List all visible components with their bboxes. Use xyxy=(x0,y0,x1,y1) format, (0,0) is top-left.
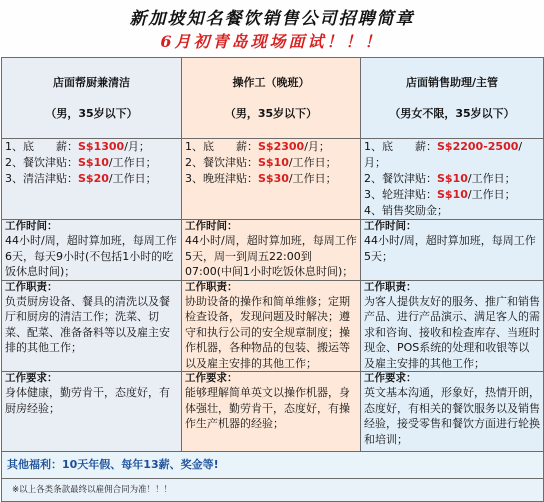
position-requirement: （男，35岁以下） xyxy=(45,107,138,120)
pay-unit: /工作日； xyxy=(288,156,337,169)
pay-amount: S$20 xyxy=(78,172,109,185)
pay-row xyxy=(2,139,544,220)
hours-text: 44小时/周，超时算加班，每周工作6天，每天9小时(不包括1小时的吃饭休息时间)； xyxy=(5,234,177,278)
pay-cell xyxy=(361,139,544,220)
hours-label: 工作时间： xyxy=(364,220,417,232)
pay-line xyxy=(5,155,178,171)
pay-unit: /工作日； xyxy=(467,188,516,201)
hours-text: 44小时/周，超时算加班，每周工作5天，周一到周五22:00到07:00(中间1小时吃饭休息时间)； xyxy=(185,234,357,278)
hours-label: 工作时间： xyxy=(185,220,238,232)
pay-unit: /月； xyxy=(364,140,523,169)
duties-cell xyxy=(2,280,182,372)
duties-label: 工作职责： xyxy=(364,280,417,293)
pay-unit: /工作日； xyxy=(108,156,157,169)
reqs-row xyxy=(2,372,544,452)
pay-line xyxy=(185,155,357,171)
pay-amount: S$10 xyxy=(437,188,468,201)
reqs-label: 工作要求： xyxy=(185,372,238,384)
pay-line xyxy=(185,139,357,155)
position-name: 店面帮厨兼清洁 xyxy=(53,76,130,89)
position-name: 店面销售助理/主管 xyxy=(405,76,499,89)
pay-label: 2、餐饮津贴： xyxy=(185,156,258,169)
duties-label: 工作职责： xyxy=(5,280,58,293)
pay-unit: /月； xyxy=(124,140,150,153)
duties-cell xyxy=(361,280,544,372)
poster-title: 新加坡知名餐饮销售公司招聘简章 xyxy=(129,9,415,29)
pay-unit: /月； xyxy=(304,140,330,153)
note-row xyxy=(2,479,544,502)
reqs-text: 能够理解简单英文以操作机器，身体强壮，勤劳肯干，态度好，有操作生产机器的经验； xyxy=(185,386,350,430)
col-header xyxy=(361,58,544,139)
position-requirement: （男女不限，35岁以下） xyxy=(389,107,515,120)
poster-subtitle: 6月初青岛现场面试！！！ xyxy=(160,32,384,51)
pay-amount: S$10 xyxy=(258,156,289,169)
pay-unit: /工作日； xyxy=(467,172,516,185)
position-name: 操作工（晚班） xyxy=(232,76,310,89)
pay-amount: S$10 xyxy=(78,156,109,169)
pay-line xyxy=(5,171,178,187)
position-requirement: （男，35岁以下） xyxy=(224,107,318,120)
hours-label: 工作时间： xyxy=(5,220,58,232)
col-header xyxy=(182,58,361,139)
pay-amount: S$10 xyxy=(437,172,468,185)
pay-unit: /工作日； xyxy=(288,172,337,185)
pay-cell xyxy=(2,139,182,220)
pay-label: 3、轮班津贴： xyxy=(364,188,437,201)
footnote: ※以上各类条款最终以雇佣合同为准！！！ xyxy=(2,479,544,502)
pay-label: 2、餐饮津贴： xyxy=(364,172,437,185)
reqs-label: 工作要求： xyxy=(364,372,417,384)
pay-amount: S$1300 xyxy=(78,140,125,153)
pay-label: 1、底 薪： xyxy=(5,140,78,153)
duties-text: 为客人提供友好的服务、推广和销售产品、进行产品演示、满足客人的需求和咨询、接收和检查库存、当班时现金、POS系统的处理和收银等以及雇主安排的其他工作； xyxy=(364,294,540,370)
duties-row xyxy=(2,280,544,372)
pay-label: 3、晚班津贴： xyxy=(185,172,258,185)
reqs-cell xyxy=(2,372,182,452)
pay-cell xyxy=(182,139,361,220)
pay-line xyxy=(5,139,178,155)
pay-label: 1、底 薪： xyxy=(364,140,437,153)
pay-amount: S$2200-2500 xyxy=(437,140,519,153)
pay-line xyxy=(185,171,357,187)
hours-cell xyxy=(182,220,361,281)
hours-text: 44小时/周，超时算加班，每周工作5天； xyxy=(364,234,536,263)
pay-amount: S$2300 xyxy=(258,140,305,153)
benefits-text: 其他福利：10天年假、每年13薪、奖金等! xyxy=(2,452,544,479)
duties-text: 协助设备的操作和简单维修；定期检查设备，发现问题及时解决；遵守和执行公司的安全规章制度；操作机器，各种物品的包装、搬运等以及雇主安排的其他工作； xyxy=(185,294,350,370)
header-row xyxy=(2,58,544,139)
pay-line xyxy=(364,187,540,203)
pay-unit: /工作日； xyxy=(108,172,157,185)
col-header xyxy=(2,58,182,139)
benefits-row xyxy=(2,452,544,479)
pay-label: 2、餐饮津贴： xyxy=(5,156,78,169)
reqs-text: 英文基本沟通，形象好，热情开朗，态度好，有相关的餐饮服务以及销售经验，接受零售和餐饮方面进行轮换和培训； xyxy=(364,386,540,446)
pay-label: 3、清洁津贴： xyxy=(5,172,78,185)
hours-cell xyxy=(361,220,544,281)
hours-row xyxy=(2,220,544,281)
hours-cell xyxy=(2,220,182,281)
pay-label: 1、底 薪： xyxy=(185,140,258,153)
pay-line xyxy=(364,171,540,187)
pay-label: 4、销售奖励金； xyxy=(364,204,448,217)
reqs-text: 身体健康，勤劳肯干，态度好，有厨房经验； xyxy=(5,386,170,415)
duties-label: 工作职责： xyxy=(185,280,238,293)
reqs-cell xyxy=(182,372,361,452)
pay-line xyxy=(364,139,540,171)
duties-text: 负责厨房设备、餐具的清洗以及餐厅和厨房的清洁工作；洗菜、切菜、配菜、准备备料等以及雇主安排的其他工作； xyxy=(5,294,170,354)
duties-cell xyxy=(182,280,361,372)
jobs-table xyxy=(1,57,544,502)
pay-line xyxy=(364,203,540,219)
pay-amount: S$30 xyxy=(258,172,289,185)
reqs-cell xyxy=(361,372,544,452)
reqs-label: 工作要求： xyxy=(5,372,58,384)
